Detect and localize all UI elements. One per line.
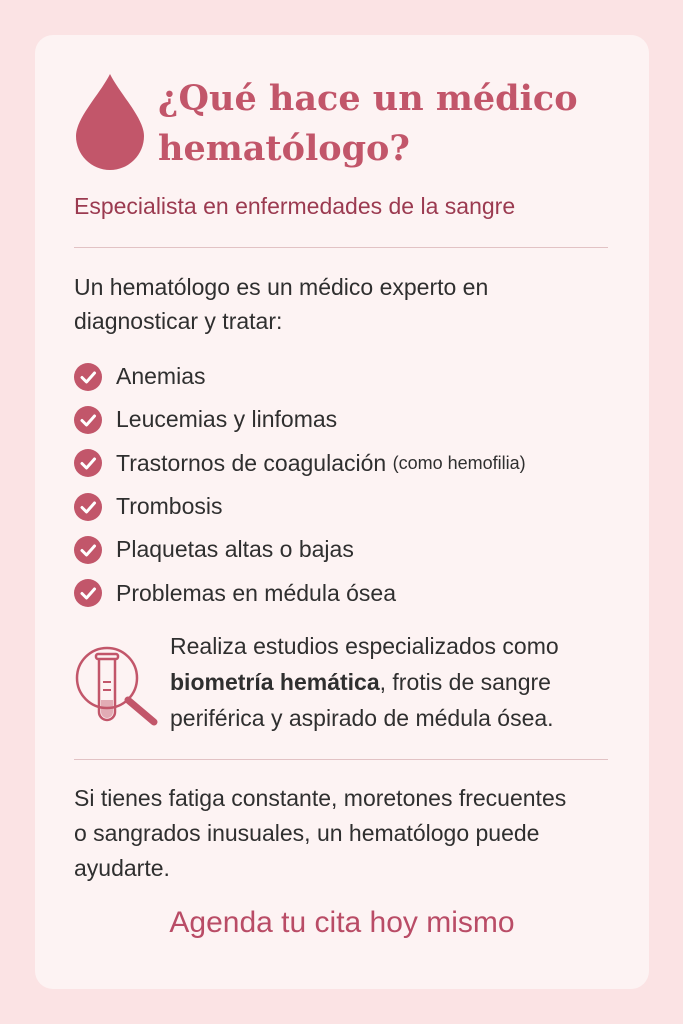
list-item	[74, 571, 526, 614]
page-subtitle: Especialista en enfermedades de la sangre	[74, 193, 516, 219]
check-circle-icon	[74, 406, 102, 434]
list-item-label: Anemias	[116, 363, 206, 390]
list-item-note: (como hemofilia)	[392, 452, 526, 473]
cta-link[interactable]: Agenda tu cita hoy mismo	[169, 906, 515, 939]
studies-text	[170, 628, 640, 736]
list-item	[74, 442, 526, 485]
check-circle-icon	[74, 449, 102, 477]
check-circle-icon	[74, 536, 102, 564]
studies-prefix: Realiza estudios especializados como	[170, 633, 559, 659]
list-item	[74, 528, 526, 571]
list-item-label: Plaquetas altas o bajas	[116, 536, 354, 563]
test-tube-magnifier-icon	[74, 642, 160, 728]
blood-drop-icon	[74, 70, 146, 172]
conditions-list	[74, 355, 526, 615]
studies-highlight: biometría hemática	[170, 669, 380, 695]
divider-bottom	[74, 759, 608, 760]
check-circle-icon	[74, 493, 102, 521]
list-item	[74, 355, 526, 398]
list-item	[74, 485, 526, 528]
list-item	[74, 398, 526, 441]
check-circle-icon	[74, 363, 102, 391]
list-item-label: Trombosis	[116, 493, 223, 520]
check-circle-icon	[74, 579, 102, 607]
page-title: ¿Qué hace un médico hematólogo?	[158, 78, 578, 169]
list-item-label: Trastornos de coagulación	[116, 449, 387, 476]
divider-top	[74, 247, 608, 248]
intro-text: Un hematólogo es un médico experto en diagnosticar y tratar:	[74, 274, 489, 334]
list-item-label: Problemas en médula ósea	[116, 579, 396, 606]
list-item-label: Leucemias y linfomas	[116, 406, 338, 433]
advice-text: Si tienes fatiga constante, moretones frecuentes o sangrados inusuales, un hematólogo puede ayudarte.	[74, 785, 567, 881]
studies-suffix: , frotis de sangre periférica y aspirado de médula ósea.	[170, 669, 554, 731]
